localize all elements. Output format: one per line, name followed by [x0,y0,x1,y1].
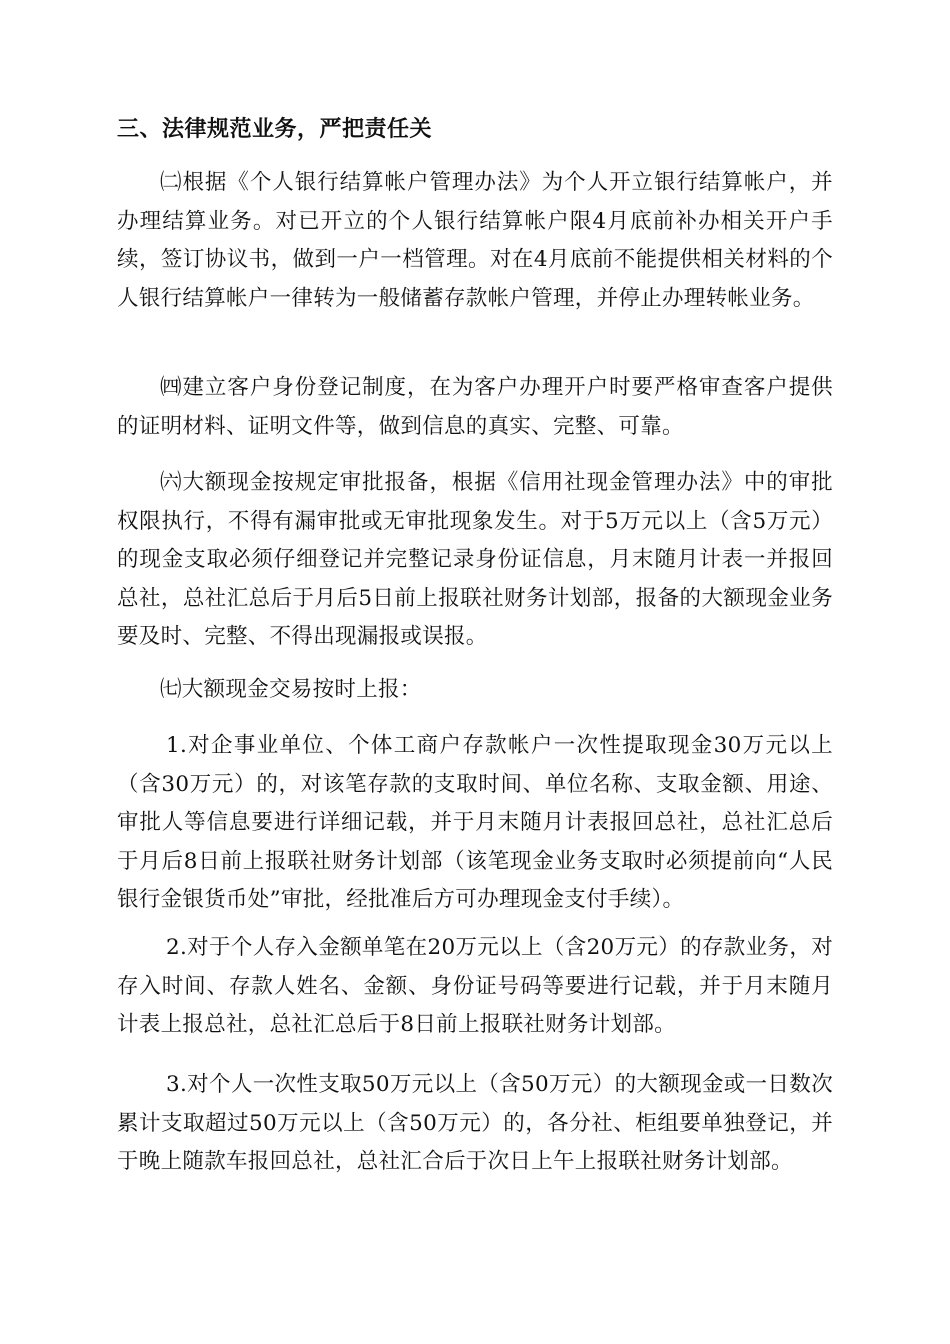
sub-item-1: 1.对企事业单位、个体工商户存款帐户一次性提取现金30万元以上（含30万元）的，对该笔存款的支取时间、单位名称、支取金额、用途、审批人等信息要进行详细记载，并于月末随月计表报回总社，总社汇总后于月后8日前上报联社财务计划部（该笔现金业务支取时必须提前向“人民银行金银货币处”审批，经批准后方可办理现金支付手续）。 [117,733,833,912]
section-heading: 三、法律规范业务，严把责任关 [117,117,433,142]
paragraph-item-6: ㈥大额现金按规定审批报备，根据《信用社现金管理办法》中的审批权限执行，不得有漏审批或无审批现象发生。对于5万元以上（含5万元）的现金支取必须仔细登记并完整记录身份证信息，月末随月计表一并报回总社，总社汇总后于月后5日前上报联社财务计划部，报备的大额现金业务要及时、完整、不得出现漏报或误报。 [117,470,833,649]
paragraph-item-7: ㈦大额现金交易按时上报： [160,677,422,702]
paragraph-item-2: ㈡根据《个人银行结算帐户管理办法》为个人开立银行结算帐户，并办理结算业务。对已开立的个人银行结算帐户限4月底前补办相关开户手续，签订协议书，做到一户一档管理。对在4月底前不能提供相关材料的个人银行结算帐户一律转为一般储蓄存款帐户管理，并停止办理转帐业务。 [117,170,833,311]
sub-item-3: 3.对个人一次性支取50万元以上（含50万元）的大额现金或一日数次累计支取超过50万元以上（含50万元）的，各分社、柜组要单独登记，并于晚上随款车报回总社，总社汇合后于次日上午上报联社财务计划部。 [117,1072,833,1174]
sub-item-2: 2.对于个人存入金额单笔在20万元以上（含20万元）的存款业务，对存入时间、存款人姓名、金额、身份证号码等要进行记载，并于月末随月计表上报总社，总社汇总后于8日前上报联社财务计划部。 [117,935,833,1037]
paragraph-item-4: ㈣建立客户身份登记制度，在为客户办理开户时要严格审查客户提供的证明材料、证明文件等，做到信息的真实、完整、可靠。 [117,375,833,439]
